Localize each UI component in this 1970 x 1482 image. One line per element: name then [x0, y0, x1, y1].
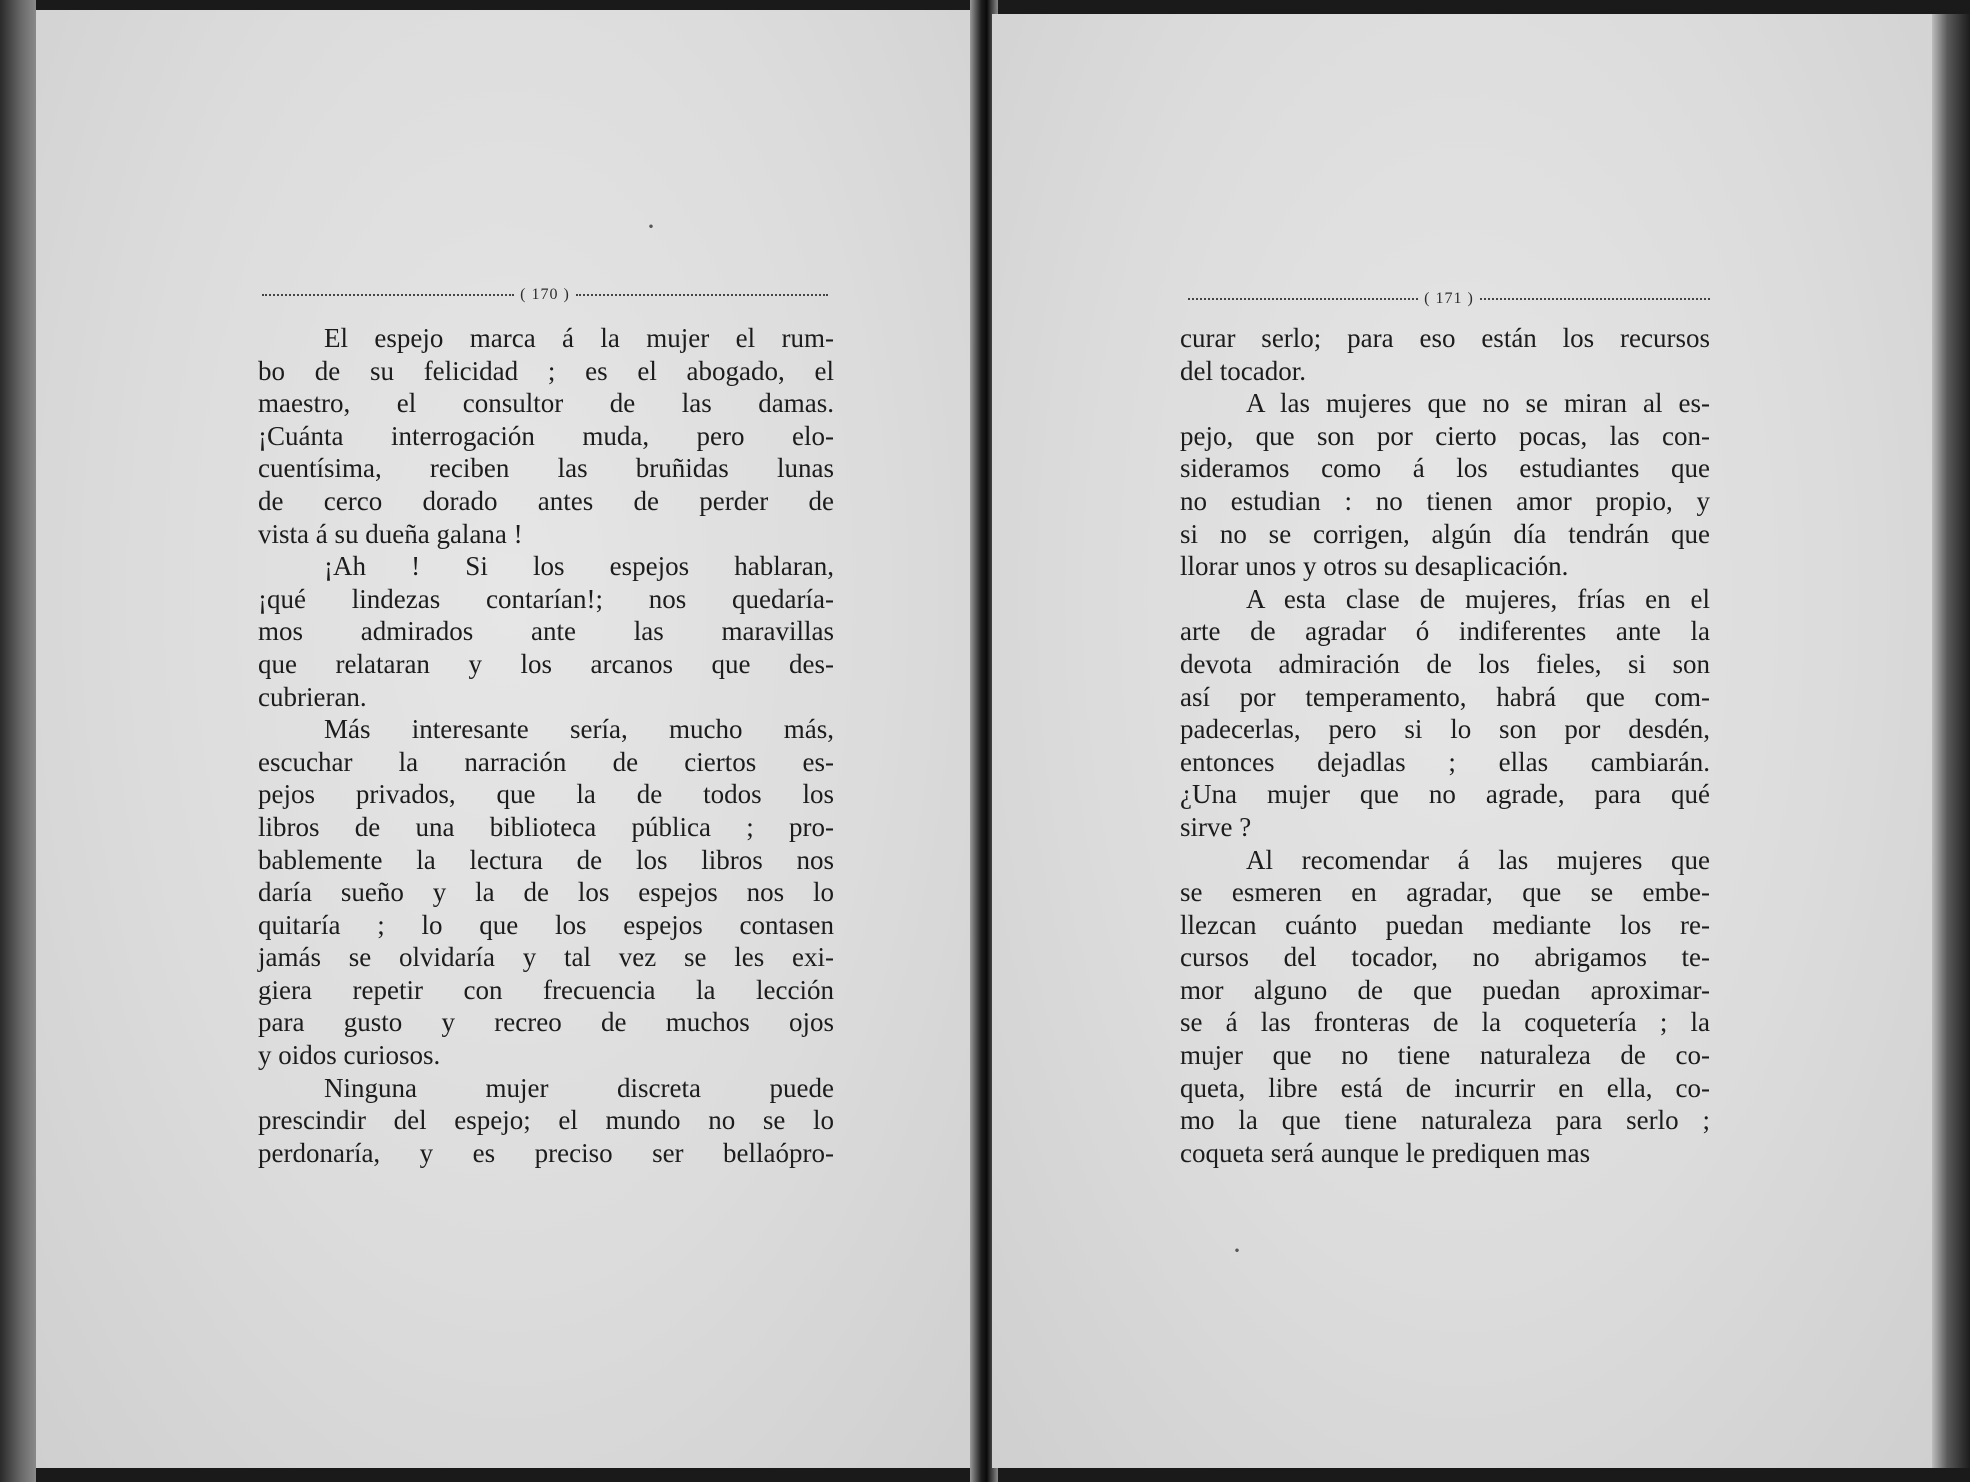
- text-line: ¡Ah ! Si los espejos hablaran,: [324, 551, 834, 582]
- text-line: ¡Cuánta interrogación muda, pero elo-: [258, 420, 834, 451]
- text-line: llorar unos y otros su desaplicación.: [1180, 551, 1569, 582]
- text-line: Más interesante sería, mucho más,: [324, 714, 834, 745]
- text-line: que relataran y los arcanos que des-: [258, 648, 834, 679]
- text-line: cursos del tocador, no abrigamos te-: [1180, 942, 1710, 973]
- right-page-text: [1180, 322, 1710, 1169]
- text-line: así por temperamento, habrá que com-: [1180, 681, 1710, 712]
- text-line: ¡qué lindezas contarían!; nos quedaría-: [258, 583, 834, 614]
- text-line: arte de agradar ó indiferentes ante la: [1180, 616, 1710, 647]
- text-line: llezcan cuánto puedan mediante los re-: [1180, 909, 1710, 940]
- text-line: mo la que tiene naturaleza para serlo ;: [1180, 1105, 1710, 1136]
- text-line: Al recomendar á las mujeres que: [1246, 844, 1710, 875]
- ink-speck: ·: [646, 210, 656, 243]
- page-number-right: ( 171 ): [1424, 290, 1474, 307]
- text-line: sideramos como á los estudiantes que: [1180, 453, 1710, 484]
- book-edge-right: [1932, 14, 1970, 1468]
- text-line: entonces dejadlas ; ellas cambiarán.: [1180, 746, 1710, 777]
- text-line: daría sueño y la de los espejos nos lo: [258, 877, 834, 908]
- text-line: bo de su felicidad ; es el abogado, el: [258, 355, 834, 386]
- text-line: cubrieran.: [258, 681, 367, 712]
- text-line: jamás se olvidaría y tal vez se les exi-: [258, 942, 834, 973]
- text-line: para gusto y recreo de muchos ojos: [258, 1007, 834, 1038]
- text-line: giera repetir con frecuencia la lección: [258, 974, 834, 1005]
- text-line: cuentísima, reciben las bruñidas lunas: [258, 453, 834, 484]
- text-line: del tocador.: [1180, 355, 1306, 386]
- text-line: perdonaría, y es preciso ser bellaópro-: [258, 1137, 834, 1168]
- text-line: mor alguno de que puedan aproximar-: [1180, 974, 1710, 1005]
- right-page: [992, 14, 1932, 1468]
- book-edge-left: [0, 0, 36, 1482]
- text-line: de cerco dorado antes de perder de: [258, 485, 834, 516]
- text-line: queta, libre está de incurrir en ella, co-: [1180, 1072, 1710, 1103]
- text-line: Ninguna mujer discreta puede: [324, 1072, 834, 1103]
- text-line: mujer que no tiene naturaleza de co-: [1180, 1040, 1710, 1071]
- text-line: A esta clase de mujeres, frías en el: [1246, 583, 1710, 614]
- text-line: prescindir del espejo; el mundo no se lo: [258, 1105, 834, 1136]
- page-number-left: ( 170 ): [520, 286, 570, 303]
- text-line: y oidos curiosos.: [258, 1040, 441, 1071]
- text-line: devota admiración de los fieles, si son: [1180, 648, 1710, 679]
- text-line: padecerlas, pero si lo son por desdén,: [1180, 714, 1710, 745]
- text-line: ¿Una mujer que no agrade, para qué: [1180, 779, 1710, 810]
- text-line: no estudian : no tienen amor propio, y: [1180, 485, 1710, 516]
- text-line: se esmeren en agradar, que se embe-: [1180, 877, 1710, 908]
- text-line: A las mujeres que no se miran al es-: [1246, 388, 1710, 419]
- text-line: quitaría ; lo que los espejos contasen: [258, 909, 834, 940]
- text-line: si no se corrigen, algún día tendrán que: [1180, 518, 1710, 549]
- text-line: curar serlo; para eso están los recursos: [1180, 323, 1710, 353]
- text-line: vista á su dueña galana !: [258, 518, 523, 549]
- text-line: mos admirados ante las maravillas: [258, 616, 834, 647]
- header-rule: [1188, 298, 1418, 300]
- text-line: se á las fronteras de la coquetería ; la: [1180, 1007, 1710, 1038]
- right-page-header: [1188, 290, 1710, 308]
- text-line: pejo, que son por cierto pocas, las con-: [1180, 420, 1710, 451]
- left-page: [36, 10, 982, 1468]
- text-line: coqueta será aunque le prediquen mas: [1180, 1137, 1591, 1168]
- text-line: libros de una biblioteca pública ; pro-: [258, 811, 834, 842]
- header-rule: [1480, 298, 1710, 300]
- text-line: maestro, el consultor de las damas.: [258, 388, 834, 419]
- text-line: escuchar la narración de ciertos es-: [258, 746, 834, 777]
- text-line: El espejo marca á la mujer el rum-: [324, 323, 834, 353]
- left-page-text: [258, 322, 834, 1169]
- text-line: sirve ?: [1180, 811, 1252, 842]
- text-line: pejos privados, que la de todos los: [258, 779, 834, 810]
- header-rule: [262, 294, 514, 296]
- ink-speck: ·: [1232, 1234, 1242, 1267]
- text-line: bablemente la lectura de los libros nos: [258, 844, 834, 875]
- left-page-header: [262, 286, 828, 304]
- header-rule: [576, 294, 828, 296]
